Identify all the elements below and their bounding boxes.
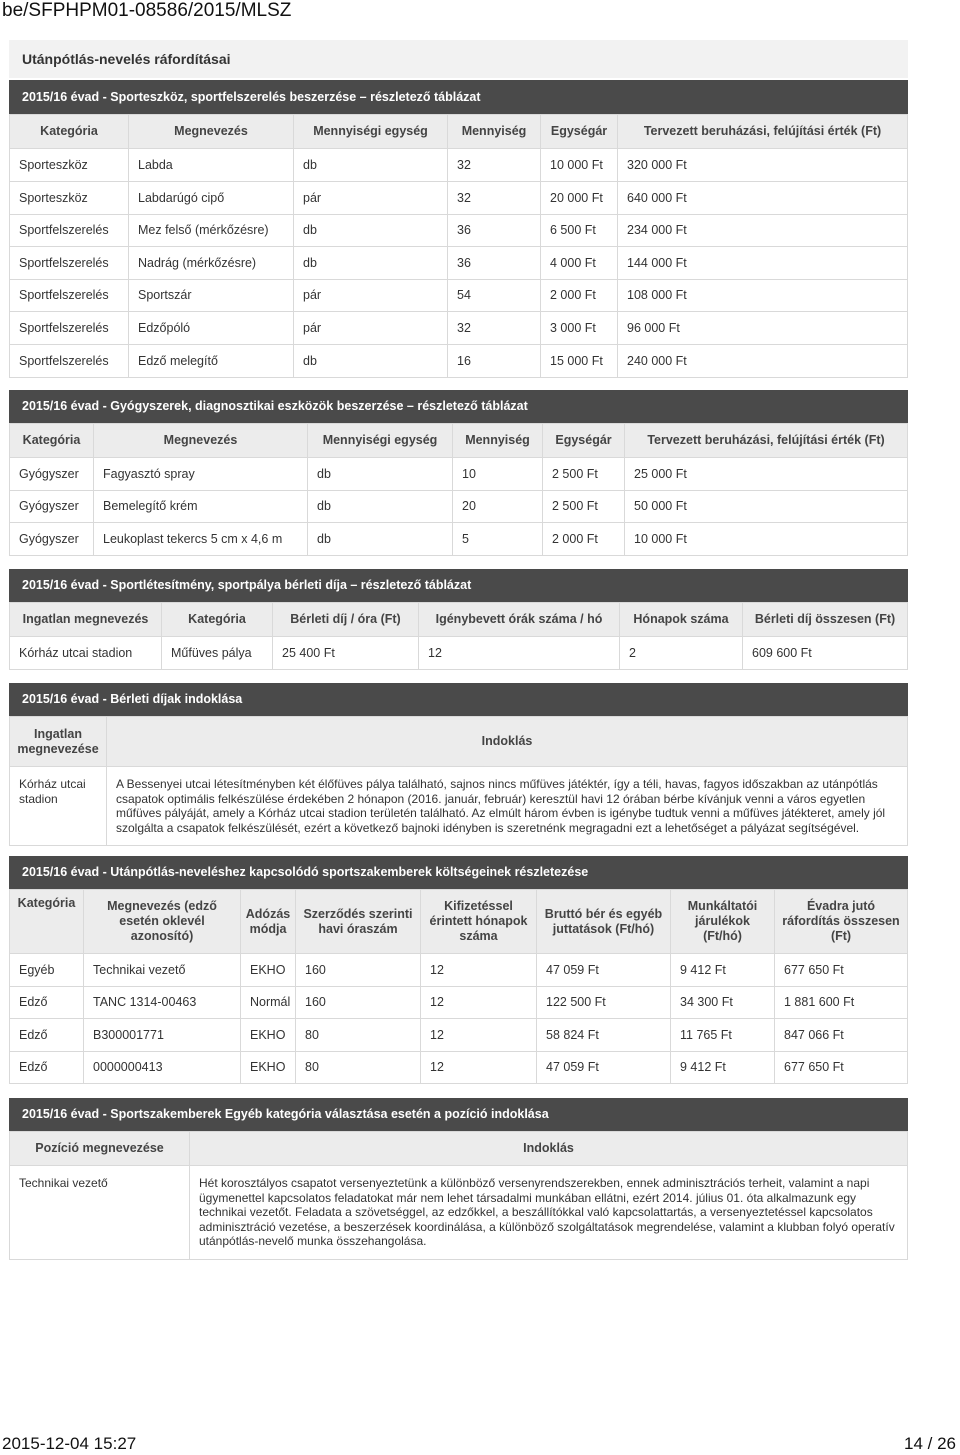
table-cell: Edzőpóló <box>129 312 294 345</box>
table-cell: 80 <box>296 1052 421 1084</box>
table-cell: Sportfelszerelés <box>10 215 129 247</box>
table-header-row <box>10 1132 908 1166</box>
table-cell: 16 <box>448 345 541 378</box>
table-cell: db <box>294 247 448 280</box>
position-justification-table <box>9 1131 908 1260</box>
table-cell: Bemelegítő krém <box>94 491 308 523</box>
table-row <box>10 1052 908 1084</box>
section-title: 2015/16 évad - Bérleti díjak indoklása <box>9 683 908 716</box>
table-cell: 12 <box>421 1019 537 1052</box>
footer-timestamp: 2015-12-04 15:27 <box>2 1434 137 1453</box>
table-cell: 122 500 Ft <box>537 987 671 1019</box>
table-cell: TANC 1314-00463 <box>84 987 241 1019</box>
table-row <box>10 767 908 846</box>
page-heading: Utánpótlás-nevelés ráfordításai <box>9 40 908 78</box>
column-header: Mennyiségi egység <box>294 115 448 149</box>
table-cell: 32 <box>448 312 541 345</box>
table-row <box>10 280 908 312</box>
equipment-section <box>9 80 908 378</box>
column-header: Egységár <box>541 115 618 149</box>
table-cell: db <box>294 215 448 247</box>
table-cell: 12 <box>421 954 537 987</box>
table-cell: 160 <box>296 987 421 1019</box>
table-cell: Műfüves pálya <box>162 637 273 670</box>
table-cell: 2 <box>620 637 743 670</box>
column-header: Bérleti díj összesen (Ft) <box>743 603 908 637</box>
section-title: 2015/16 évad - Sportlétesítmény, sportpálya bérleti díja – részletező táblázat <box>9 569 908 602</box>
table-row <box>10 182 908 215</box>
table-cell: 160 <box>296 954 421 987</box>
table-cell: 58 824 Ft <box>537 1019 671 1052</box>
table-row <box>10 637 908 670</box>
column-header: Egységár <box>543 424 625 458</box>
table-cell: 240 000 Ft <box>618 345 908 378</box>
column-header: Indoklás <box>190 1132 908 1166</box>
column-header: Mennyiség <box>448 115 541 149</box>
table-cell: pár <box>294 312 448 345</box>
table-cell: Edző melegítő <box>129 345 294 378</box>
table-cell: 2 500 Ft <box>543 458 625 491</box>
table-row <box>10 312 908 345</box>
column-header: Bruttó bér és egyéb juttatások (Ft/hó) <box>537 890 671 954</box>
table-cell: 11 765 Ft <box>671 1019 775 1052</box>
table-cell: Edző <box>10 1019 84 1052</box>
table-header-row <box>10 603 908 637</box>
table-cell: 0000000413 <box>84 1052 241 1084</box>
table-cell: pár <box>294 280 448 312</box>
table-cell: Sportfelszerelés <box>10 312 129 345</box>
column-header: Szerződés szerinti havi óraszám <box>296 890 421 954</box>
table-cell: 12 <box>419 637 620 670</box>
column-header: Kategória <box>162 603 273 637</box>
table-cell: Labdarúgó cipő <box>129 182 294 215</box>
table-cell: Gyógyszer <box>10 523 94 556</box>
table-row <box>10 1166 908 1260</box>
column-header: Kategória <box>10 890 84 954</box>
column-header: Évadra jutó ráfordítás összesen (Ft) <box>775 890 908 954</box>
table-cell: 108 000 Ft <box>618 280 908 312</box>
table-cell: B300001771 <box>84 1019 241 1052</box>
table-cell: 609 600 Ft <box>743 637 908 670</box>
table-cell: 12 <box>421 987 537 1019</box>
table-cell: Sportfelszerelés <box>10 280 129 312</box>
facility-rental-section <box>9 569 908 670</box>
justification-text: Hét korosztályos csapatot versenyeztetünk a különböző versenyrendszerekben, ennek adminisztrációs terheit, valamint a napi ügymenettel kapcsolatos feladatokat már nem lehet társadalmi munkában ellátni, ezért 2014. július 01. óta alkalmazunk egy technikai vezetőt. Feladata a szövetséggel, az edzőkkel, a beszállítókkal való kapcsolattartás, a versenyeztetéssel kapcsolatos adminisztráció vezetése, a beszerzések koordinálása, a különböző szolgáltatások megrendelése, valamint a klubban folyó operatív utánpótlás-nevelő munka összehangolása. <box>190 1166 908 1260</box>
column-header: Megnevezés <box>129 115 294 149</box>
table-cell: Nadrág (mérkőzésre) <box>129 247 294 280</box>
column-header: Megnevezés (edző esetén oklevél azonosító) <box>84 890 241 954</box>
table-cell: Technikai vezető <box>10 1166 190 1260</box>
table-cell: 4 000 Ft <box>541 247 618 280</box>
table-cell: 144 000 Ft <box>618 247 908 280</box>
table-cell: 10 <box>453 458 543 491</box>
table-cell: 640 000 Ft <box>618 182 908 215</box>
column-header: Tervezett beruházási, felújítási érték (Ft) <box>618 115 908 149</box>
table-cell: EKHO <box>241 1052 296 1084</box>
column-header: Tervezett beruházási, felújítási érték (Ft) <box>625 424 908 458</box>
table-cell: Sporteszköz <box>10 149 129 182</box>
table-row <box>10 149 908 182</box>
page-number: 14 / 26 <box>904 1434 956 1453</box>
section-title: 2015/16 évad - Sporteszköz, sportfelszerelés beszerzése – részletező táblázat <box>9 80 908 114</box>
table-row <box>10 491 908 523</box>
table-cell: 20 <box>453 491 543 523</box>
table-cell: 2 000 Ft <box>543 523 625 556</box>
table-row <box>10 987 908 1019</box>
section-title: 2015/16 évad - Utánpótlás-neveléshez kapcsolódó sportszakemberek költségeinek részletezése <box>9 856 908 889</box>
table-cell: 36 <box>448 247 541 280</box>
table-header-row <box>10 115 908 149</box>
table-cell: 25 400 Ft <box>273 637 419 670</box>
table-cell: 2 000 Ft <box>541 280 618 312</box>
justification-text: A Bessenyei utcai létesítményben két élőfüves pálya található, sajnos nincs műfüves játéktér, így a téli, havas, fagyos időszakban az utánpótlás csapatok optimális felkészülése érdekében 2 hónapon (2016. január, február) keresztül havi 12 órában bérbe kívánjuk venni a város egyetlen műfüves pályáját, amely a Kórház utcai stadion területén található. Az elmúlt három évben is igénybe tudtuk venni a műfüves játékteret, amely jól szolgálta a csapatok felkészülését, ezért a következő bajnoki idényben is szeretnénk megragadni ezt a lehetőséget a pályázat segítségével. <box>107 767 908 846</box>
table-row <box>10 1019 908 1052</box>
table-cell: 6 500 Ft <box>541 215 618 247</box>
column-header: Mennyiség <box>453 424 543 458</box>
table-cell: 234 000 Ft <box>618 215 908 247</box>
facility-rental-table <box>9 602 908 670</box>
table-row <box>10 247 908 280</box>
table-cell: 10 000 Ft <box>625 523 908 556</box>
table-cell: Sportfelszerelés <box>10 247 129 280</box>
table-cell: 20 000 Ft <box>541 182 618 215</box>
position-justification-section <box>9 1098 908 1260</box>
table-row <box>10 523 908 556</box>
table-cell: 5 <box>453 523 543 556</box>
table-cell: 9 412 Ft <box>671 954 775 987</box>
table-cell: 96 000 Ft <box>618 312 908 345</box>
table-cell: 847 066 Ft <box>775 1019 908 1052</box>
staff-costs-table <box>9 889 908 1084</box>
table-cell: 1 881 600 Ft <box>775 987 908 1019</box>
column-header: Kifizetéssel érintett hónapok száma <box>421 890 537 954</box>
table-cell: Mez felső (mérkőzésre) <box>129 215 294 247</box>
table-cell: Sporteszköz <box>10 182 129 215</box>
document-id: be/SFPHPM01-08586/2015/MLSZ <box>2 0 292 21</box>
column-header: Bérleti díj / óra (Ft) <box>273 603 419 637</box>
table-cell: Technikai vezető <box>84 954 241 987</box>
table-cell: 50 000 Ft <box>625 491 908 523</box>
column-header: Munkáltatói járulékok (Ft/hó) <box>671 890 775 954</box>
column-header: Indoklás <box>107 717 908 767</box>
table-cell: EKHO <box>241 954 296 987</box>
medication-section <box>9 390 908 556</box>
table-cell: Labda <box>129 149 294 182</box>
column-header: Kategória <box>10 424 94 458</box>
table-cell: 320 000 Ft <box>618 149 908 182</box>
table-cell: Sportszár <box>129 280 294 312</box>
table-cell: 3 000 Ft <box>541 312 618 345</box>
column-header: Igénybevett órák száma / hó <box>419 603 620 637</box>
table-header-row <box>10 890 908 954</box>
table-cell: 15 000 Ft <box>541 345 618 378</box>
table-cell: EKHO <box>241 1019 296 1052</box>
table-cell: Gyógyszer <box>10 491 94 523</box>
medication-table <box>9 423 908 556</box>
table-cell: Kórház utcai stadion <box>10 767 107 846</box>
equipment-table <box>9 114 908 378</box>
table-cell: Egyéb <box>10 954 84 987</box>
table-cell: Edző <box>10 1052 84 1084</box>
column-header: Kategória <box>10 115 129 149</box>
table-row <box>10 215 908 247</box>
table-cell: Edző <box>10 987 84 1019</box>
table-row <box>10 954 908 987</box>
table-cell: db <box>308 491 453 523</box>
staff-costs-section <box>9 856 908 1084</box>
table-cell: db <box>308 458 453 491</box>
column-header: Megnevezés <box>94 424 308 458</box>
table-cell: 677 650 Ft <box>775 954 908 987</box>
table-cell: 80 <box>296 1019 421 1052</box>
section-title: 2015/16 évad - Gyógyszerek, diagnosztikai eszközök beszerzése – részletező táblázat <box>9 390 908 423</box>
column-header: Ingatlan megnevezés <box>10 603 162 637</box>
table-cell: Fagyasztó spray <box>94 458 308 491</box>
table-cell: 10 000 Ft <box>541 149 618 182</box>
rental-justification-table <box>9 716 908 846</box>
table-cell: 12 <box>421 1052 537 1084</box>
table-cell: Normál <box>241 987 296 1019</box>
table-cell: pár <box>294 182 448 215</box>
table-cell: Sportfelszerelés <box>10 345 129 378</box>
table-cell: 2 500 Ft <box>543 491 625 523</box>
table-cell: 47 059 Ft <box>537 954 671 987</box>
section-title: 2015/16 évad - Sportszakemberek Egyéb kategória választása esetén a pozíció indoklása <box>9 1098 908 1131</box>
table-cell: 9 412 Ft <box>671 1052 775 1084</box>
table-cell: Leukoplast tekercs 5 cm x 4,6 m <box>94 523 308 556</box>
table-cell: db <box>294 345 448 378</box>
table-cell: 25 000 Ft <box>625 458 908 491</box>
column-header: Pozíció megnevezése <box>10 1132 190 1166</box>
rental-justification-section <box>9 683 908 846</box>
table-cell: 677 650 Ft <box>775 1052 908 1084</box>
column-header: Hónapok száma <box>620 603 743 637</box>
table-cell: 54 <box>448 280 541 312</box>
table-cell: 47 059 Ft <box>537 1052 671 1084</box>
table-cell: Kórház utcai stadion <box>10 637 162 670</box>
table-cell: Gyógyszer <box>10 458 94 491</box>
table-row <box>10 458 908 491</box>
table-cell: 32 <box>448 149 541 182</box>
table-header-row <box>10 424 908 458</box>
table-header-row <box>10 717 908 767</box>
table-cell: 32 <box>448 182 541 215</box>
table-cell: db <box>294 149 448 182</box>
column-header: Ingatlan megnevezése <box>10 717 107 767</box>
table-row <box>10 345 908 378</box>
table-cell: db <box>308 523 453 556</box>
table-cell: 36 <box>448 215 541 247</box>
column-header: Mennyiségi egység <box>308 424 453 458</box>
column-header: Adózás módja <box>241 890 296 954</box>
table-cell: 34 300 Ft <box>671 987 775 1019</box>
